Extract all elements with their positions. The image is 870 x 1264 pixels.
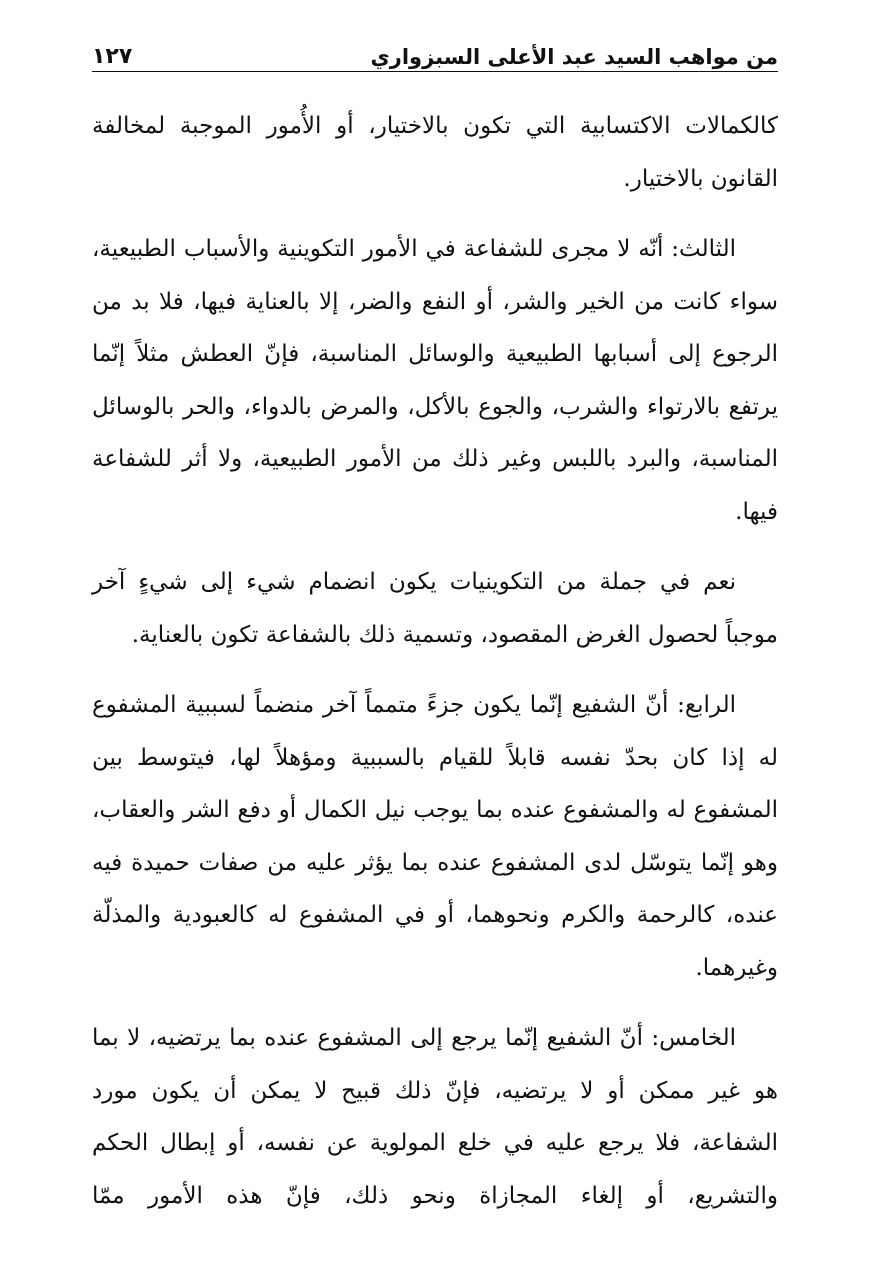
paragraph-third-point: الثالث: أنّه لا مجرى للشفاعة في الأمور التكوينية والأسباب الطبيعية، سواء كانت من الخير والشر، أو النفع والضر، إلا بالعناية فيها، فلا بد من الرجوع إلى أسبابها الطبيعية والوسائل المناسبة، فإنّ العطش مثلاً إنّما يرتفع بالارتواء والشرب، والجوع بالأكل، والمرض بالدواء، والحر بالوسائل المناسبة، والبرد باللبس وغير ذلك من الأمور الطبيعية، ولا أثر للشفاعة فيها. bbox=[92, 236, 778, 525]
running-header bbox=[92, 28, 778, 72]
body-text bbox=[92, 100, 778, 1222]
paragraph-fifth-point: الخامس: أنّ الشفيع إنّما يرجع إلى المشفوع عنده بما يرتضيه، لا بما هو غير ممكن أو لا يرتضيه، فإنّ ذلك قبيح لا يمكن أن يكون مورد الشفاعة، فلا يرجع عليه في خلع المولوية عن نفسه، أو إبطال الحكم والتشريع، أو إلغاء المجازاة ونحو ذلك، فإنّ هذه الأمور ممّا bbox=[92, 1025, 778, 1209]
header-title: من مواهب السيد عبد الأعلى السبزواري bbox=[370, 45, 778, 69]
paragraph-fourth-point: الرابع: أنّ الشفيع إنّما يكون جزءً متمماً آخر منضماً لسببية المشفوع له إذا كان بحدّ نفسه قابلاً للقيام بالسببية ومؤهلاً لها، فيتوسط بين المشفوع له والمشفوع عنده بما يوجب نيل الكمال أو دفع الشر والعقاب، وهو إنّما يتوسّل لدى المشفوع عنده بما يؤثر عليه من صفات حميدة فيه عنده، كالرحمة والكرم ونحوهما، أو في المشفوع له كالعبودية والمذلّة وغيرهما. bbox=[92, 692, 778, 981]
header-divider bbox=[92, 71, 778, 72]
paragraph-note: نعم في جملة من التكوينيات يكون انضمام شيء إلى شيءٍ آخر موجباً لحصول الغرض المقصود، وتسمية ذلك بالشفاعة تكون بالعناية. bbox=[92, 569, 778, 648]
page-number: ١٢٧ bbox=[92, 44, 133, 69]
paragraph-continuation: كالكمالات الاكتسابية التي تكون بالاختيار، أو الأُمور الموجبة لمخالفة القانون بالاختيار. bbox=[92, 113, 778, 192]
